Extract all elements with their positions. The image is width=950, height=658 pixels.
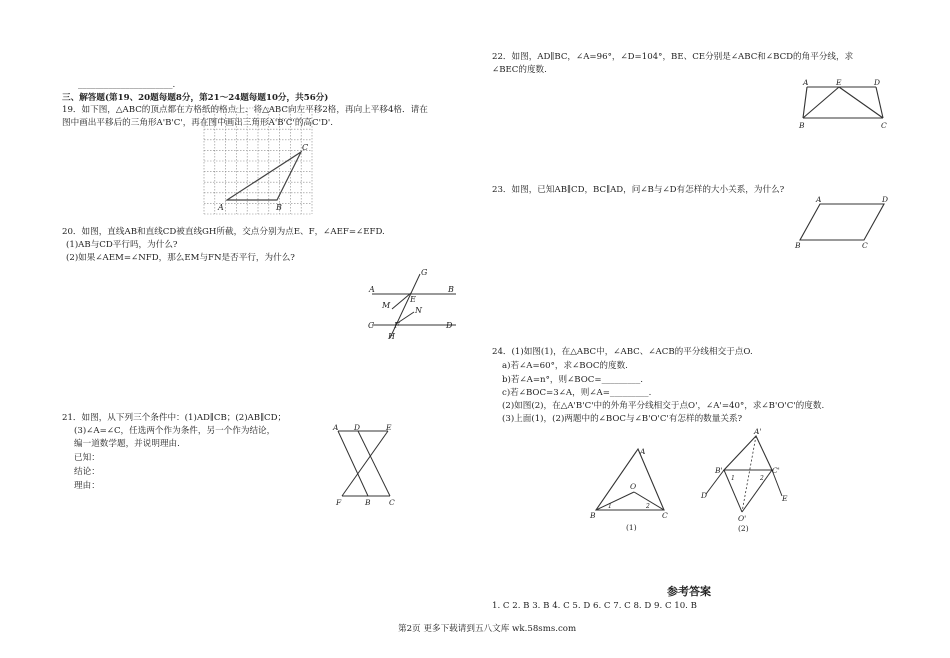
label-e: E xyxy=(386,423,392,432)
label-n: N xyxy=(415,306,422,315)
page-footer: 第2页 更多下载请到五八文库 wk.58sms.com xyxy=(398,624,577,634)
q21-known-label: 已知： xyxy=(74,453,100,463)
q23-parallelogram-figure xyxy=(792,194,892,250)
label-b: B xyxy=(795,241,801,250)
label-o-prime: O' xyxy=(738,514,747,523)
angle-label-2: 2 xyxy=(760,475,764,482)
figure-1-caption: (1) xyxy=(626,523,637,532)
q19-text-line2: 图中画出平移后的三角形A'B'C'，再在图中画出三角形A'B'C'的高C'D'. xyxy=(62,118,333,128)
q21-conclusion-label: 结论： xyxy=(74,467,100,477)
label-e: E xyxy=(410,295,416,304)
answer-blank-line: ______________________. xyxy=(78,80,176,90)
label-d: D xyxy=(701,491,708,500)
angle-label-1: 1 xyxy=(608,503,612,510)
label-g: G xyxy=(421,268,428,277)
grid-lines xyxy=(204,108,312,214)
q24-text-line4: c)若∠BOC=3∠A，则∠A=_________. xyxy=(502,388,652,398)
q21-crossing-figure xyxy=(330,420,400,510)
q24-text-line2: a)若∠A=60°，求∠BOC的度数. xyxy=(502,361,628,371)
q22-text-line2: ∠BEC的度数. xyxy=(492,65,547,75)
label-d: D xyxy=(354,423,361,432)
angle-label-1: 1 xyxy=(731,475,735,482)
answers-line: 1. C 2. B 3. B 4. C 5. D 6. C 7. C 8. D 9. C 10. B xyxy=(492,601,697,611)
q21-text-line3: 编一道数学题，并说明理由. xyxy=(74,439,180,449)
q21-text-line1: 21．如图，从下列三个条件中：(1)AD∥CB；(2)AB∥CD； xyxy=(62,413,287,423)
label-c-prime: C' xyxy=(772,466,780,475)
label-b: B xyxy=(365,498,371,507)
label-h: H xyxy=(388,332,395,341)
label-a: A xyxy=(803,78,809,87)
label-b: B xyxy=(590,511,596,520)
answers-title: 参考答案 xyxy=(667,585,711,598)
q21-text-line2: (3)∠A=∠C，任选两个作为条件，另一个作为结论， xyxy=(74,426,276,436)
label-c: C xyxy=(368,321,375,330)
q20-text-line1: 20．如图，直线AB和直线CD被直线GH所截，交点分别为点E、F，∠AEF=∠EFD. xyxy=(62,227,385,237)
q19-grid-figure xyxy=(204,106,314,216)
q20-parallel-lines-figure xyxy=(364,268,464,342)
figure-2-caption: (2) xyxy=(738,524,749,533)
q20-text-line2: (1)AB与CD平行吗，为什么? xyxy=(66,240,178,250)
label-a: A xyxy=(369,285,375,294)
q24-text-line1: 24．(1)如图(1)，在△ABC中，∠ABC、∠ACB的平分线相交于点O. xyxy=(492,347,753,357)
label-f: F xyxy=(336,498,342,507)
q19-text-line1: 19．如下图，△ABC的顶点都在方格纸的格点上．将△ABC向左平移2格，再向上平移4格．请在 xyxy=(62,105,428,115)
q21-reason-label: 理由： xyxy=(74,481,100,491)
label-o: O xyxy=(630,482,637,491)
q24-text-line6: (3)上面(1)，(2)两题中的∠BOC与∠B'O'C'有怎样的数量关系? xyxy=(502,414,743,424)
label-c: C xyxy=(302,143,309,152)
label-f: F xyxy=(394,321,400,330)
section-3-heading: 三、解答题(第19、20题每题8分，第21～24题每题10分，共56分) xyxy=(62,93,329,103)
label-c: C xyxy=(862,241,868,250)
label-m: M xyxy=(382,301,391,310)
label-a-prime: A' xyxy=(754,427,762,436)
label-d: D xyxy=(446,321,453,330)
label-b-prime: B' xyxy=(715,466,723,475)
q22-trapezoid-figure xyxy=(796,78,892,130)
q24-figure-2 xyxy=(698,424,800,534)
label-e: E xyxy=(836,78,842,87)
label-c: C xyxy=(662,511,668,520)
label-e: E xyxy=(782,494,788,503)
angle-label-2: 2 xyxy=(646,503,650,510)
label-a: A xyxy=(816,195,822,204)
q24-text-line5: (2)如图(2)，在△A'B'C'中的外角平分线相交于点O'，∠A'=40°，求∠B'O'C'的度数. xyxy=(502,401,825,411)
q24-text-line3: b)若∠A=n°，则∠BOC=_________. xyxy=(502,375,643,385)
label-a: A xyxy=(218,203,224,212)
label-a: A xyxy=(640,447,646,456)
label-d: D xyxy=(874,78,881,87)
label-c: C xyxy=(881,121,887,130)
q24-figure-1 xyxy=(588,440,672,534)
label-b: B xyxy=(799,121,805,130)
label-b: B xyxy=(448,285,454,294)
label-c: C xyxy=(389,498,395,507)
label-b: B xyxy=(276,203,282,212)
label-d: D xyxy=(882,195,889,204)
q20-text-line3: (2)如果∠AEM=∠NFD，那么EM与FN是否平行，为什么? xyxy=(66,253,295,263)
q23-text-line1: 23．如图，已知AB∥CD，BC∥AD，问∠B与∠D有怎样的大小关系，为什么? xyxy=(492,185,785,195)
q22-text-line1: 22．如图，AD∥BC，∠A=96°，∠D=104°，BE、CE分别是∠ABC和∠BCD的角平分线，求 xyxy=(492,52,854,62)
label-a: A xyxy=(333,423,339,432)
